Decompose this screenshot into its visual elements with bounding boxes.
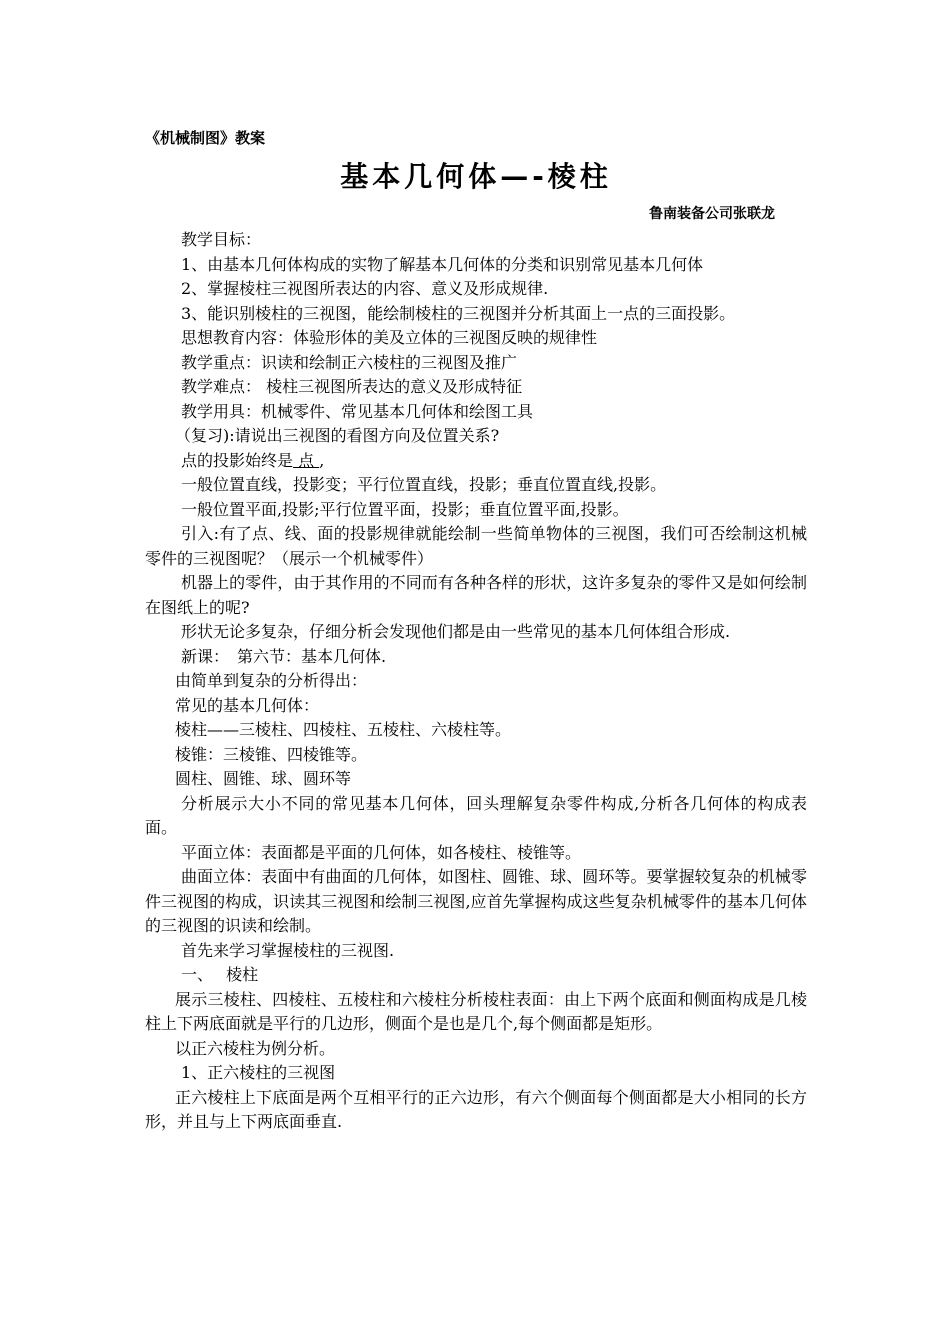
section-heading: 一、 棱柱 xyxy=(181,965,259,984)
paragraph: 新课： 第六节：基本几何体. xyxy=(181,646,387,666)
paragraph: 棱锥：三棱锥、四棱锥等。 xyxy=(175,744,368,764)
paragraph: 一般位置直线，投影变；平行位置直线，投影；垂直位置直线,投影。 xyxy=(181,475,667,494)
paragraph: 首先来学习掌握棱柱的三视图. xyxy=(181,940,395,960)
paragraph: 2、掌握棱柱三视图所表达的内容、意义及形成规律. xyxy=(181,279,549,298)
paragraph: 棱柱——三棱柱、四棱柱、五棱柱、六棱柱等。 xyxy=(175,720,512,739)
paragraph: 教学用具：机械零件、常见基本几何体和绘图工具 xyxy=(181,401,534,421)
paragraph xyxy=(145,449,807,474)
paragraph: 机器上的零件，由于其作用的不同而有各种各样的形状，这许多复杂的零件又是如何绘制在图纸上的呢? xyxy=(145,573,807,617)
document-body xyxy=(145,126,807,1135)
paragraph: 1、由基本几何体构成的实物了解基本几何体的分类和识别常见基本几何体 xyxy=(181,254,704,274)
paragraph: 展示三棱柱、四棱柱、五棱柱和六棱柱分析棱柱表面：由上下两个底面和侧面构成是几棱柱上下两底面就是平行的几边形，侧面个是也是几个,每个侧面都是矩形。 xyxy=(145,989,807,1033)
paragraph: 以正六棱柱为例分析。 xyxy=(175,1038,336,1058)
paragraph: 由简单到复杂的分析得出： xyxy=(175,671,368,690)
paragraph: 圆柱、圆锥、球、圆环等 xyxy=(175,769,352,788)
text-run: , xyxy=(319,450,325,470)
underlined-answer: 点 xyxy=(293,450,320,470)
paragraph: 曲面立体：表面中有曲面的几何体，如图柱、圆锥、球、圆环等。要掌握较复杂的机械零件三视图的构成，识读其三视图和绘制三视图,应首先掌握构成这些复杂机械零件的基本几何体的三视图的识读和绘制。 xyxy=(145,867,807,935)
text-run: 点的投影始终是 xyxy=(181,450,294,470)
paragraph: 分析展示大小不同的常见基本几何体，回头理解复杂零件构成,分析各几何体的构成表面。 xyxy=(145,793,807,837)
paragraph: 正六棱柱上下底面是两个互相平行的正六边形，有六个侧面每个侧面都是大小相同的长方形，并且与上下两底面垂直. xyxy=(145,1087,807,1131)
paragraph: 一般位置平面,投影;平行位置平面，投影；垂直位置平面,投影。 xyxy=(181,499,629,519)
paragraph: 引入:有了点、线、面的投影规律就能绘制一些简单物体的三视图，我们可否绘制这机械零件的三视图呢？（展示一个机械零件） xyxy=(145,524,807,568)
paragraph: 平面立体：表面都是平面的几何体，如各棱柱、棱锥等。 xyxy=(181,842,582,862)
paragraph: 形状无论多复杂，仔细分析会发现他们都是由一些常见的基本几何体组合形成. xyxy=(181,622,731,641)
subsection-heading: 1、正六棱柱的三视图 xyxy=(181,1063,336,1082)
paragraph: 教学重点：识读和绘制正六棱柱的三视图及推广 xyxy=(181,352,518,372)
paragraph: （复习):请说出三视图的看图方向及位置关系? xyxy=(175,426,500,445)
paragraph: 教学难点： 棱柱三视图所表达的意义及形成特征 xyxy=(181,377,523,396)
page-title: 基本几何体—-棱柱 xyxy=(340,160,612,193)
course-label: 《机械制图》教案 xyxy=(145,129,266,147)
paragraph: 思想教育内容：体验形体的美及立体的三视图反映的规律性 xyxy=(181,328,598,347)
paragraph: 教学目标： xyxy=(181,230,262,249)
author-line: 鲁南装备公司张联龙 xyxy=(649,206,775,222)
paragraph: 3、能识别棱柱的三视图，能绘制棱柱的三视图并分析其面上一点的三面投影。 xyxy=(181,303,736,323)
paragraph: 常见的基本几何体： xyxy=(175,695,320,715)
